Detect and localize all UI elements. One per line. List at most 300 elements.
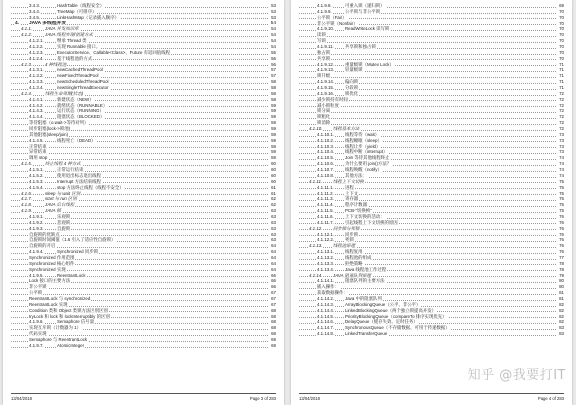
toc-entry-title: 公平锁（Fair） [317, 14, 347, 20]
toc-entry-title: ReentrantLock 与 synchronized [29, 295, 91, 301]
toc-entry-page: 68 [271, 325, 276, 331]
toc-entry-title: 正常结束 [29, 143, 47, 149]
toc-entry-title: 线程上下文切换 [333, 178, 364, 184]
toc-entry-title: JAVA 线程实现/创建方式 [45, 32, 93, 38]
toc-entry-title: 锁分离 [317, 108, 331, 114]
toc-entry-title: 线程唤醒（notify） [345, 167, 382, 173]
watermark: 知乎 @我要打IT [467, 368, 566, 383]
toc-entry-number: 4.1.3. [21, 61, 32, 67]
toc-entry-title: 实现互斥锁（计数器为 1） [29, 325, 81, 331]
toc-entry-number: 4.1.9.1. [29, 213, 44, 219]
toc-entry-number: 4.1.4. [21, 90, 32, 96]
toc-entry-title: 引起线程上下文切换的原因 [345, 219, 398, 225]
toc-entry-number: 4.1.10.6. [317, 161, 335, 167]
toc-entry-page: 74 [559, 167, 564, 173]
toc-entry-page: 56 [271, 61, 276, 67]
toc-entry-title: 其他阻塞(sleep/join) [29, 131, 69, 137]
toc-entry-title: 4 种线程池 [45, 61, 67, 67]
toc-entry-page: 59 [271, 102, 276, 108]
toc-entry-title: ReentrantLock [57, 272, 86, 278]
toc-entry-page: 67 [271, 290, 276, 296]
toc-entry-number: 4.1.11.7. [317, 219, 334, 225]
toc-entry-page: 54 [270, 20, 276, 26]
toc-entry-number: 4.1.12.1. [317, 231, 335, 237]
toc-entry-page: 69 [559, 3, 564, 8]
toc-entry-title: 偏向锁 [345, 79, 359, 85]
toc-entry-title: 代码实现 [29, 331, 47, 337]
toc-entry-title: 其他方法： [345, 172, 367, 178]
toc-entry-number: 4.1.9.9. [317, 8, 332, 14]
toc-entry-number: 4.1.9.10. [317, 26, 335, 32]
toc-entry-title: 分段锁 [345, 85, 359, 91]
footer-page-number: Page 3 of 283 [249, 396, 276, 401]
toc-entry-number: 4.1.14. [309, 272, 323, 278]
toc-entry-page: 59 [271, 137, 276, 143]
toc-entry-title: 线程等待（wait） [345, 131, 380, 137]
toc-entry-title: 拒绝策略 [345, 260, 363, 266]
toc-entry-number: 4.1.13.2. [317, 254, 335, 260]
toc-entry-page: 71 [559, 61, 564, 67]
toc-entry-title: Interrupt 方法结束线程 [57, 178, 101, 184]
toc-entry-title: 正常运行结束 [57, 167, 84, 173]
toc-entry-title: JAVA 并发知识库 [45, 26, 79, 32]
toc-entry-title: 自旋锁的优缺点 [29, 231, 60, 237]
toc-entry-title: Semaphore 与 ReentrantLock [29, 336, 88, 342]
toc-entry-number: 4.1.13.3. [317, 260, 335, 266]
toc-entry-number: 3.4.3. [29, 3, 40, 8]
toc-entry-title: 悲观锁 [57, 219, 71, 225]
toc-entry-page: 72 [559, 120, 564, 126]
toc-entry-title: JAVA 阻塞队列原理 [333, 272, 371, 278]
toc-entry-page: 78 [559, 260, 564, 266]
toc-entry-title: Lock 接口的主要方法 [29, 278, 71, 284]
toc-entry-title: JAVA 多线程并发 [29, 20, 67, 26]
toc-entry-title: 异常结束 [29, 149, 47, 155]
toc-entry-title: 读锁 [317, 32, 326, 38]
toc-entry-number: 3.4.5. [29, 14, 40, 20]
toc-entry-title: 自旋锁时间阈值（1.6 引入了适应性自旋锁） [29, 237, 116, 243]
toc-entry-page: 53 [271, 14, 276, 20]
toc-entry-page: 60 [271, 161, 276, 167]
toc-entry-number: 4.1.9.13. [317, 67, 335, 73]
pdf-page-4 [291, 0, 572, 405]
toc-entry-title: 线程池原理 [333, 243, 355, 249]
toc-entry-title: 自旋锁的开启 [29, 243, 56, 249]
toc-entry-page: 75 [559, 190, 564, 196]
toc-entry-page: 71 [559, 85, 564, 91]
toc-entry-page: 69 [271, 336, 276, 342]
toc-entry-number: 4.1.9.14. [317, 79, 335, 85]
toc-entry-page: 63 [271, 213, 276, 219]
toc-entry-page: 59 [271, 131, 276, 137]
toc-entry-page: 80 [559, 284, 564, 290]
toc-entry-title: 非公平锁（Nonfair） [317, 20, 358, 26]
toc-entry-page: 60 [271, 172, 276, 178]
footer-date: 13/04/2018 [299, 396, 320, 401]
toc-entry-page: 64 [271, 260, 276, 266]
toc-entry-page: 81 [559, 290, 564, 296]
toc-entry-title: 上下文 [345, 190, 359, 196]
toc-entry-page: 70 [559, 49, 564, 55]
toc-entry-title: newCachedThreadPool [57, 67, 103, 73]
toc-entry-page: 63 [271, 237, 276, 243]
toc-entry-number: 4.1.9.8. [317, 3, 332, 8]
toc-entry-number: 4.1.7. [21, 196, 32, 202]
toc-entry-page: 75 [559, 178, 564, 184]
toc-entry-page: 73 [559, 149, 564, 155]
toc-entry-title: 重量级锁（Mutex Lock） [345, 61, 394, 67]
toc-entry-number: 4.1.10.1. [317, 131, 335, 137]
toc-entry-number: 4.1.5.3. [29, 178, 44, 184]
toc-entry-number: 4.1.11.3. [317, 196, 334, 202]
toc-entry-page: 76 [559, 243, 564, 249]
toc-entry-page: 64 [271, 249, 276, 255]
toc-entry-title: 基于线程池的方式 [57, 55, 93, 61]
toc-entry-page: 83 [559, 331, 564, 337]
toc-entry-number: 4.1.3.4. [29, 85, 44, 91]
toc-entry-title: 继承 Thread 类 [57, 38, 87, 44]
toc-entry-page: 54 [271, 32, 276, 38]
toc-entry-number: 4.1.5.4. [29, 184, 44, 190]
toc-entry-page: 72 [559, 108, 564, 114]
toc-entry-title: 线程死亡（DEAD） [57, 137, 96, 143]
toc-entry-page: 58 [271, 90, 276, 96]
toc-entry-page: 59 [271, 108, 276, 114]
toc-entry-title: 线程让步（yield） [345, 143, 381, 149]
toc-entry-title: HashTable（线程安全） [57, 3, 105, 8]
toc-entry-page: 74 [559, 155, 564, 161]
toc-entry-page: 81 [559, 295, 564, 301]
toc-entry-number: 4.1.9.2. [29, 219, 44, 225]
toc-entry-title: 死锁 [345, 237, 354, 243]
toc-entry-page: 76 [559, 249, 564, 255]
toc-entry-number: 4.1.3.3. [29, 79, 44, 85]
toc-entry-page: 58 [271, 85, 276, 91]
toc-entry-page: 63 [271, 219, 276, 225]
toc-entry-page: 60 [271, 178, 276, 184]
toc-entry-page: 62 [271, 202, 276, 208]
toc-entry-number: 4.1.1. [21, 26, 32, 32]
toc-entry-number: 4.1.12. [309, 225, 323, 231]
toc-entry-number: 4.1.2. [21, 32, 32, 38]
toc-entry-title: 线程中断（interrupt） [345, 149, 388, 155]
toc-entry-number: 4.1.9.7. [29, 342, 44, 348]
toc-entry-page: 71 [559, 79, 564, 85]
toc-entry-title: Java 中的阻塞队列 [345, 295, 382, 301]
toc-entry-title: LinkedBlockingQueue（两个独立锁提高并发） [345, 307, 437, 313]
toc-entry-page: 59 [271, 120, 276, 126]
toc-entry-number: 4.1.13.4. [317, 266, 335, 272]
toc-entry-page: 73 [559, 131, 564, 137]
toc-entry-title: 非公平锁 [29, 284, 47, 290]
toc-entry-number: 4.1.4.1. [29, 96, 44, 102]
toc-entry-title: Join 等待其他线程终止 [345, 155, 390, 161]
toc-entry-page: 66 [271, 278, 276, 284]
toc-entry-title: 同步锁 [345, 231, 359, 237]
toc-entry-number: 4.1.4.4. [29, 114, 44, 120]
toc-entry-page: 72 [559, 126, 564, 132]
toc-entry-title: 共享锁和独占锁 [345, 44, 376, 50]
toc-entry-number: 4.1.11.6. [317, 213, 334, 219]
toc-entry-page: 64 [271, 243, 276, 249]
toc-entry-page: 57 [271, 67, 276, 73]
toc-entry-title: 运行状态（RUNNING） [57, 108, 104, 114]
toc-entry-title: start 与 run 区别 [45, 196, 77, 202]
toc-entry-title: 共享锁 [317, 55, 331, 61]
toc-entry-page: 75 [559, 208, 564, 214]
toc-entry-title: 等待阻塞（o.wait->等待对列） [29, 120, 89, 126]
toc-entry-page: 64 [271, 266, 276, 272]
toc-entry-page: 74 [559, 161, 564, 167]
toc-entry-number: 4.1.14.3. [317, 301, 335, 307]
toc-entry-title: 轻量级锁 [345, 67, 363, 73]
toc-entry-page: 74 [559, 172, 564, 178]
toc-entry-number: 4.1.11.1. [317, 184, 334, 190]
toc-entry-page: 70 [559, 55, 564, 61]
toc-entry-title: Semaphore 信号量 [57, 319, 95, 325]
toc-entry-page: 53 [271, 8, 276, 14]
toc-entry-page: 68 [271, 331, 276, 337]
toc-entry-number: 4.1.6. [21, 190, 32, 196]
toc-entry-title: 实现 Runnable 接口。 [57, 44, 101, 50]
footer-date: 13/04/2018 [11, 396, 32, 401]
toc-entry-page: 68 [271, 307, 276, 313]
toc-entry-number: 4.1.9.16. [317, 90, 335, 96]
toc-entry-number: 4.1.13.1. [317, 249, 335, 255]
toc-entry-page: 62 [271, 196, 276, 202]
toc-entry-title: TreeMap（可排序） [57, 8, 97, 14]
page-footer [299, 393, 564, 402]
toc-entry-page: 82 [559, 319, 564, 325]
toc-entry-title: LinkedTransferQueue [345, 331, 388, 337]
toc-entry-title: stop 方法终止线程（线程不安全） [57, 184, 124, 190]
toc-entry-page: 73 [559, 143, 564, 149]
toc-entry-page: 70 [559, 44, 564, 50]
toc-entry-title: 阻塞状态（BLOCKED） [57, 114, 105, 120]
toc-entry-number: 4.1.2.3. [29, 49, 44, 55]
toc-entry-number: 4.1.2.1. [29, 38, 44, 44]
toc-entry-title: 减少锁持有时间 [317, 96, 348, 102]
toc-entry-title: 线程池的组成 [345, 254, 372, 260]
toc-entry-number: 4.1.2.4. [29, 55, 44, 61]
toc-entry-title: 乐观锁 [57, 213, 71, 219]
toc-entry-page: 59 [271, 114, 276, 120]
toc-entry-title: 上下文切换的活动： [345, 213, 385, 219]
toc-entry-page: 70 [559, 26, 564, 32]
toc-entry-title: 线程复用 [345, 249, 363, 255]
toc-entry-title: 锁优化 [345, 90, 359, 96]
toc-entry-title: 线程生命周期(状态) [45, 90, 84, 96]
toc-entry-number: 4.1.9.15. [317, 85, 335, 91]
toc-entry-number: 4.1.9.3. [29, 225, 44, 231]
toc-entry-title: 线程基本方法 [333, 126, 360, 132]
toc-entry-number: 4.1.10.7. [317, 167, 335, 173]
toc-entry-page: 79 [559, 272, 564, 278]
toc-entry-page: 82 [559, 313, 564, 319]
toc-entry-number: 4.1.14.5. [317, 313, 335, 319]
toc-entry-number: 4.1.10. [309, 126, 323, 132]
toc-entry-title: 可重入锁（递归锁） [345, 3, 385, 8]
toc-entry-number: 4.1.4.2. [29, 102, 44, 108]
toc-entry-title: 同步阻塞(lock->锁池) [29, 126, 71, 132]
toc-entry-title: 为什么要用 join()方法？ [345, 161, 392, 167]
toc-entry-page: 59 [271, 126, 276, 132]
toc-entry-title: AtomicInteger [57, 342, 85, 348]
toc-entry-page: 61 [271, 184, 276, 190]
toc-entry-page: 78 [559, 266, 564, 272]
toc-entry-page: 70 [559, 38, 564, 44]
toc-entry-title: 阻塞队列的主要方法 [345, 278, 385, 284]
toc-entry-title: 调用 stop [29, 155, 48, 161]
toc-entry-page: 82 [559, 301, 564, 307]
toc-entry-title: ExecutorService、Callable<Class>、Future 有返回值线程 [57, 49, 170, 55]
toc-entry-number: 4.1.14.8. [317, 331, 335, 337]
toc-entry-number: 4.1.12.2. [317, 237, 335, 243]
toc-entry-title: 新建状态（NEW） [57, 96, 94, 102]
toc-entry-page: 72 [559, 90, 564, 96]
toc-entry-page: 59 [271, 149, 276, 155]
toc-entry-page: 68 [271, 313, 276, 319]
toc-entry-number: 4.1.10.5. [317, 155, 335, 161]
toc-entry[interactable] [299, 331, 564, 337]
toc-entry-title: 插入操作： [317, 284, 339, 290]
toc-entry[interactable] [11, 343, 276, 349]
toc-entry-page: 72 [559, 96, 564, 102]
toc-entry-number: 4.1.10.8. [317, 172, 335, 178]
toc-entry-page: 76 [559, 231, 564, 237]
toc-entry-title: DelayQueue（缓存失效、定时任务） [345, 319, 418, 325]
toc-entry-page: 70 [559, 14, 564, 20]
toc-entry-page: 55 [271, 49, 276, 55]
toc-entry-number: 4.1.11.5. [317, 208, 334, 214]
toc-entry-title: 锁消除 [317, 120, 331, 126]
toc-entry-title: 锁粗化 [317, 114, 331, 120]
toc-entry-title: Synchronized 同步锁 [57, 249, 98, 255]
toc-entry-title: 终止线程 4 种方式 [45, 161, 81, 167]
toc-entry-title: JAVA 锁 [45, 208, 61, 214]
toc-entry-number: 4.1.10.3. [317, 143, 335, 149]
toc-entry-page: 76 [559, 213, 564, 219]
toc-entry-number: 4.1.9.4. [29, 249, 44, 255]
toc-entry-number: 4.1.13. [309, 243, 323, 249]
toc-entry-page: 76 [559, 219, 564, 225]
toc-entry-number: 4.1.11. [309, 178, 323, 184]
toc-entry-page: 56 [271, 55, 276, 61]
toc-entry-number: 4.1.9.12. [317, 61, 335, 67]
toc-entry-page: 76 [559, 237, 564, 243]
toc-entry-page: 70 [559, 32, 564, 38]
toc-entry-page: 72 [559, 114, 564, 120]
toc-entry-page: 53 [271, 3, 276, 8]
toc-entry-title: JAVA 后台线程 [45, 202, 75, 208]
toc-entry-title: newFixedThreadPool [57, 73, 99, 79]
toc-entry-title: Synchronized 实现 [29, 266, 66, 272]
toc-entry-page: 63 [271, 208, 276, 214]
toc-entry-number: 4.1.3.1. [29, 67, 44, 73]
toc-entry-number: 4.1.9.6. [29, 319, 44, 325]
toc-entry-page: 76 [559, 225, 564, 231]
toc-entry-title: newScheduledThreadPool [57, 79, 109, 85]
toc-entry-title: 获取数据操作： [317, 290, 348, 296]
toc-entry-title: 公平锁 [29, 290, 43, 296]
table-of-contents [11, 3, 276, 391]
toc-entry-page: 59 [271, 143, 276, 149]
pdf-page-3 [3, 0, 284, 405]
toc-entry-page: 83 [559, 325, 564, 331]
toc-entry-page: 66 [271, 284, 276, 290]
toc-entry-title: Synchronized 核心组件 [29, 260, 75, 266]
toc-entry-page: 70 [559, 20, 564, 26]
toc-entry-page: 72 [559, 102, 564, 108]
toc-entry-page: 80 [559, 278, 564, 284]
toc-entry-title: PriorityBlockingQueue（compareTo 排序实现优先） [345, 313, 447, 319]
toc-entry-page: 63 [271, 231, 276, 237]
toc-entry-number: 4.1.14.7. [317, 325, 335, 331]
toc-entry-page: 57 [271, 73, 276, 79]
toc-entry-page: 82 [559, 307, 564, 313]
toc-entry-page: 71 [559, 67, 564, 73]
toc-entry-number: 4.1.10.4. [317, 149, 335, 155]
toc-entry-number: 4.1.9.5. [29, 272, 44, 278]
toc-entry-title: 锁升级 [317, 73, 331, 79]
toc-entry-title: 自旋锁 [57, 225, 71, 231]
toc-entry-page: 70 [559, 8, 564, 14]
toc-entry-title: 使用退出标志退出线程 [57, 172, 101, 178]
toc-entry-page: 75 [559, 184, 564, 190]
toc-entry-number: 4. [15, 20, 20, 26]
toc-entry-number: 4.1.8. [21, 202, 32, 208]
toc-entry-number: 4.1.2.2. [29, 44, 44, 50]
toc-entry-page: 54 [271, 38, 276, 44]
toc-entry-title: LinkHashMap（记录插入顺序） [57, 14, 119, 20]
page-footer [11, 393, 276, 402]
toc-entry-title: 程序计数器 [345, 202, 367, 208]
toc-entry-page: 67 [271, 301, 276, 307]
toc-entry-title: 独占锁 [317, 49, 331, 55]
toc-entry-title: ReentrantLock 实现 [29, 301, 68, 307]
toc-entry-title: 线程睡眠（sleep） [345, 137, 382, 143]
toc-entry-page: 64 [271, 254, 276, 260]
toc-entry-number: 4.1.4.3. [29, 108, 44, 114]
toc-entry-page: 63 [271, 225, 276, 231]
toc-entry-title: 就绪状态（RUNNABLE） [57, 102, 108, 108]
toc-entry-page: 67 [271, 295, 276, 301]
toc-entry-number: 4.1.14.6. [317, 319, 335, 325]
toc-entry-title: ReadWriteLock 读写锁 [345, 26, 390, 32]
toc-entry-page: 60 [271, 167, 276, 173]
toc-entry-page: 59 [271, 155, 276, 161]
toc-entry-number: 4.1.9.11. [317, 44, 334, 50]
toc-entry-title: 写锁 [317, 38, 326, 44]
toc-entry-page: 68 [271, 319, 276, 325]
toc-entry-title: Synchronized 作用范围 [29, 254, 75, 260]
footer-page-number: Page 4 of 283 [537, 396, 564, 401]
toc-entry-page: 75 [559, 196, 564, 202]
toc-entry-title: ArrayBlockingQueue（公平、非公平） [345, 301, 421, 307]
toc-entry-number: 4.1.5.1. [29, 167, 44, 173]
toc-entry-page: 54 [271, 26, 276, 32]
toc-entry-number: 4.1.5.2. [29, 172, 44, 178]
toc-entry-title: PCB-“切换桢” [345, 208, 372, 214]
toc-entry-page: 69 [271, 342, 276, 348]
toc-entry-page: 54 [271, 44, 276, 50]
toc-entry-title: 公平锁与非公平锁 [345, 8, 381, 14]
toc-entry-page: 58 [271, 79, 276, 85]
toc-entry-page: 73 [559, 137, 564, 143]
toc-entry-number: 3.4.4. [29, 8, 40, 14]
toc-entry-number: 4.1.5. [21, 161, 32, 167]
toc-entry-page: 66 [271, 272, 276, 278]
